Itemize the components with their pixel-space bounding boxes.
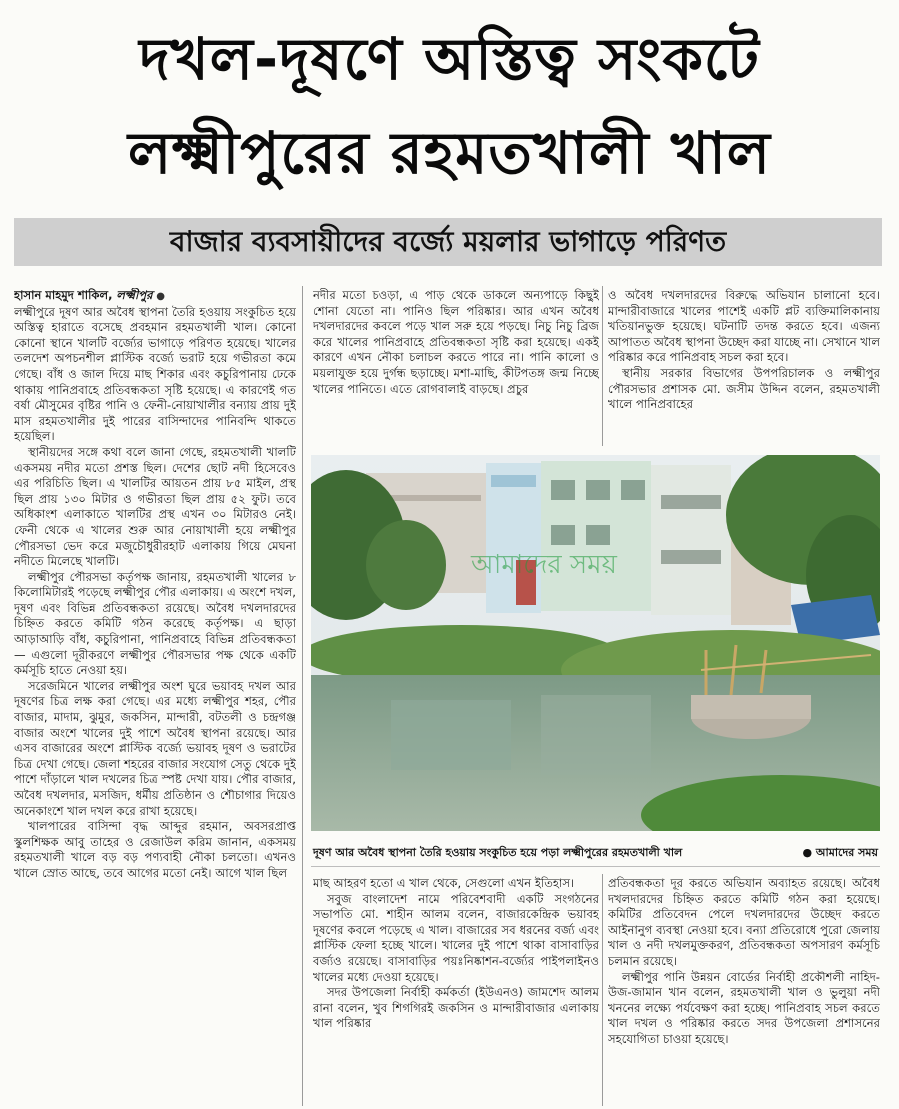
article-column-1 — [14, 288, 296, 1104]
bullet-icon: ● — [156, 291, 165, 302]
caption-divider — [311, 866, 880, 867]
photo-credit-text: আমাদের সময় — [815, 846, 878, 859]
article-column-3-bottom — [608, 876, 880, 1104]
paragraph: স্থানীয় সরকার বিভাগের উপপরিচালক ও লক্ষ্মীপুর পৌরসভার প্রশাসক মো. জসীম উদ্দিন বলেন, রহমতখালী খালে পানিপ্রবাহের — [608, 365, 880, 412]
paragraph: লক্ষ্মীপুরে দূষণ আর অবৈধ স্থাপনা তৈরি হওয়ায় সংকুচিত হয়ে অস্তিত্ব হারাতে বসেছে প্রবহমান রহমতখালী খাল। কোনো কোনো স্থানে খালটি বর্জ্যের ভাগাড়ে পরিণত হয়েছে। খালের তলদেশ অপচনশীল প্লাস্টিক বর্জ্যে ভরাট হয়ে গভীরতা কমে গেছে। বাঁধ ও জাল দিয়ে মাছ শিকার এবং কচুরিপানায় ঢেকে থাকায় পানিপ্রবাহে প্রতিবন্ধকতা সৃষ্টি হয়েছে। এ কারণেই গত বর্ষা মৌসুমের বৃষ্টির পানি ও ফেনী-নোয়াখালীর বন্যায় প্রায় দুই মাস রহমতখালীর দুই পারের বাসিন্দাদের পানিবন্দি থাকতে হয়েছিল। — [14, 304, 296, 444]
paragraph: খালপারের বাসিন্দা বৃদ্ধ আব্দুর রহমান, অবসরপ্রাপ্ত স্কুলশিক্ষক আবু তাহের ও রেজাউল করিম জানান, একসময় রহমতখালী খালে বড় বড় পণ্যবাহী নৌকা চলতো। এখনও খালে স্রোত আছে, তবে আগের মতো নেই। আগে খাল ছিল — [14, 819, 296, 880]
paragraph: লক্ষ্মীপুর পানি উন্নয়ন বোর্ডের নির্বাহী প্রকৌশলী নাহিদ-উজ-জামান খান বলেন, রহমতখালী খাল ও ভুলুয়া নদী খননের লক্ষ্যে পর্যবেক্ষণ করা হচ্ছে। পানিপ্রবাহ সচল করতে খাল দখল ও পরিষ্কার করতে সদর উপজেলা প্রশাসনের সহযোগিতা চাওয়া হয়েছে। — [608, 969, 880, 1046]
paragraph: সবুজ বাংলাদেশ নামে পরিবেশবাদী একটি সংগঠনের সভাপতি মো. শাহীন আলম বলেন, বাজারকেন্দ্রিক ভয়াবহ দূষণের কবলে পড়েছে এ খাল। বাজারের সব ধরনের বর্জ্য এবং প্লাস্টিক ফেলা হচ্ছে খালে। খালের দুই পাশে থাকা বাসাবাড়ির বর্জ্যও রয়েছে। বাসাবাড়ির পয়ঃনিষ্কাশন-বর্জ্যের পাইপলাইনও খালের মধ্যে দেওয়া হয়েছে। — [313, 891, 599, 984]
article-column-3-top — [608, 288, 880, 446]
article-column-2-bottom — [313, 876, 599, 1104]
column-divider — [602, 874, 603, 1106]
subheadline: বাজার ব্যবসায়ীদের বর্জ্যে ময়লার ভাগাড়ে পরিণত — [169, 225, 727, 258]
photo-credit: ● আমাদের সময় — [802, 846, 878, 859]
article-column-2-top — [313, 288, 599, 446]
photo-caption — [311, 842, 880, 864]
subheadline-bar — [14, 218, 882, 266]
canal-photo — [311, 455, 880, 831]
paragraph: সরেজমিনে খালের লক্ষ্মীপুর অংশ ঘুরে ভয়াবহ দখল আর দূষণের চিত্র লক্ষ করা গেছে। এর মধ্যে লক্ষ্মীপুর শহর, পৌর বাজার, মাদাম, ঝুমুর, জকসিন, মান্দারী, বটতলী ও চন্দ্রগঞ্জ বাজার অংশে খালের দুই পাশে অবৈধ স্থাপনা রয়েছে। আর এসব বাজারের অংশে প্লাস্টিক বর্জ্যে ভয়াবহ দূষণ ও ভরাটের চিত্র দেখা গেছে। জেলা শহরের বাজার সংযোগ সেতু থেকে দুই পাশে দাঁড়ালে খাল দখলের চিত্র স্পষ্ট দেখা যায়। পৌর বাজার, অবৈধ দখলদার, মসজিদ, ধর্মীয় প্রতিষ্ঠান ও শৌচাগার দিয়েও অনেকাংশে খাল দখল করে রাখা হয়েছে। — [14, 678, 296, 818]
headline-line-1: দখল-দূষণে অস্তিত্ব সংকটে — [139, 25, 760, 93]
byline-name: হাসান মাহমুদ শাকিল, — [14, 288, 113, 302]
column-divider — [302, 286, 303, 1106]
byline — [14, 288, 296, 305]
paragraph: প্রতিবন্ধকতা দূর করতে অভিযান অব্যাহত রয়েছে। অবৈধ দখলদারদের চিহ্নিত করতে কমিটি গঠন করা হয়েছে। কমিটির প্রতিবেদন পেলে দখলদারদের উচ্ছেদ করতে আইনানুগ ব্যবস্থা নেওয়া হবে। বন্যা প্রতিরোধে পুরো জেলায় খাল ও নদী দখলমুক্তকরণ, প্রতিবন্ধকতা অপসারণ কর্মসূচি চলমান রয়েছে। — [608, 876, 880, 968]
column-divider — [602, 286, 603, 446]
byline-location: লক্ষ্মীপুর — [116, 288, 153, 302]
paragraph: ও অবৈধ দখলদারদের বিরুদ্ধে অভিযান চালানো হবে। মান্দারীবাজারে খালের পাশেই একটি প্লট ব্যক্তিমালিকানায় খতিয়ানভুক্ত হয়েছে। ঘটনাটি তদন্ত করতে হবে। এজন্য আপাতত অবৈধ স্থাপনা উচ্ছেদ করা যাচ্ছে না। সেখানে খাল পরিষ্কার করে পানিপ্রবাহ সচল করা হবে। — [608, 288, 880, 365]
paragraph: মাছ আহরণ হতো এ খাল থেকে, সেগুলো এখন ইতিহাস। — [313, 876, 575, 890]
caption-text: দূষণ আর অবৈধ স্থাপনা তৈরি হওয়ায় সংকুচিত হয়ে পড়া লক্ষ্মীপুরের রহমতখালী খাল — [313, 846, 683, 859]
paragraph: স্থানীয়দের সঙ্গে কথা বলে জানা গেছে, রহমতখালী খালটি একসময় নদীর মতো প্রশস্ত ছিল। দেশের ছোট নদী হিসেবেও এর পরিচিতি ছিল। এ খালটির আয়তন প্রায় ৮৫ মাইল, প্রস্থ ছিল প্রায় ১৩০ মিটার ও গভীরতা ছিল প্রায় ৫২ ফুট। তবে অধিকাংশ এলাকাতে খালটির প্রস্থ এখন ৩০ মিটারও নেই। ফেনী থেকে এ খালের শুরু আর নোয়াখালী হয়ে লক্ষ্মীপুর পৌরসভা ভেদ করে মজুচৌধুরীরহাট এলাকায় গিয়ে মেঘনা নদীতে মিলেছে খালটি। — [14, 444, 296, 569]
headline-line-2: লক্ষ্মীপুরের রহমতখালী খাল — [127, 119, 771, 187]
canal-photo-illustration — [311, 455, 880, 831]
paragraph: সদর উপজেলা নির্বাহী কর্মকর্তা (ইউএনও) জামশেদ আলম রানা বলেন, খুব শিগগিরই জকসিন ও মান্দারীবাজার এলাকায় খাল পরিষ্কার — [313, 985, 599, 1031]
paragraph: লক্ষ্মীপুর পৌরসভা কর্তৃপক্ষ জানায়, রহমতখালী খালের ৮ কিলোমিটারই পড়েছে লক্ষ্মীপুর পৌর এলাকায়। এ অংশে দখল, দূষণ এবং বিভিন্ন প্রতিবন্ধকতা রয়েছে। অবৈধ দখলদারদের চিহ্নিত করতে কমিটি গঠন করেছে কর্তৃপক্ষ। এ ছাড়া আড়াআড়ি বাঁধ, কচুরিপানা, পানিপ্রবাহে বিভিন্ন প্রতিবন্ধকতা— এগুলো দূরীকরণে লক্ষ্মীপুর পৌরসভার পক্ষ থেকে একটি কর্মসূচি হাতে নেওয়া হয়। — [14, 569, 296, 678]
watermark: আমাদের সময় — [471, 550, 617, 580]
paragraph: নদীর মতো চওড়া, এ পাড় থেকে ডাকলে অন্যপাড়ে কিছুই শোনা যেতো না। পানিও ছিল পরিষ্কার। আর এখন অবৈধ দখলদারদের কবলে পড়ে খাল সরু হয়ে পড়ছে। নিচু নিচু ব্রিজ করে খালের পানিপ্রবাহে প্রতিবন্ধকতা সৃষ্টি করা হয়েছে। একই কারণে এখন নৌকা চলাচল করতে পারে না। পানি কালো ও ময়লাযুক্ত হয়ে দুর্গন্ধ ছড়াচ্ছে। মশা-মাছি, কীটপতঙ্গ জন্ম নিচ্ছে খালের পানিতে। এতে রোগবালাই বাড়ছে। প্রচুর — [313, 288, 599, 396]
